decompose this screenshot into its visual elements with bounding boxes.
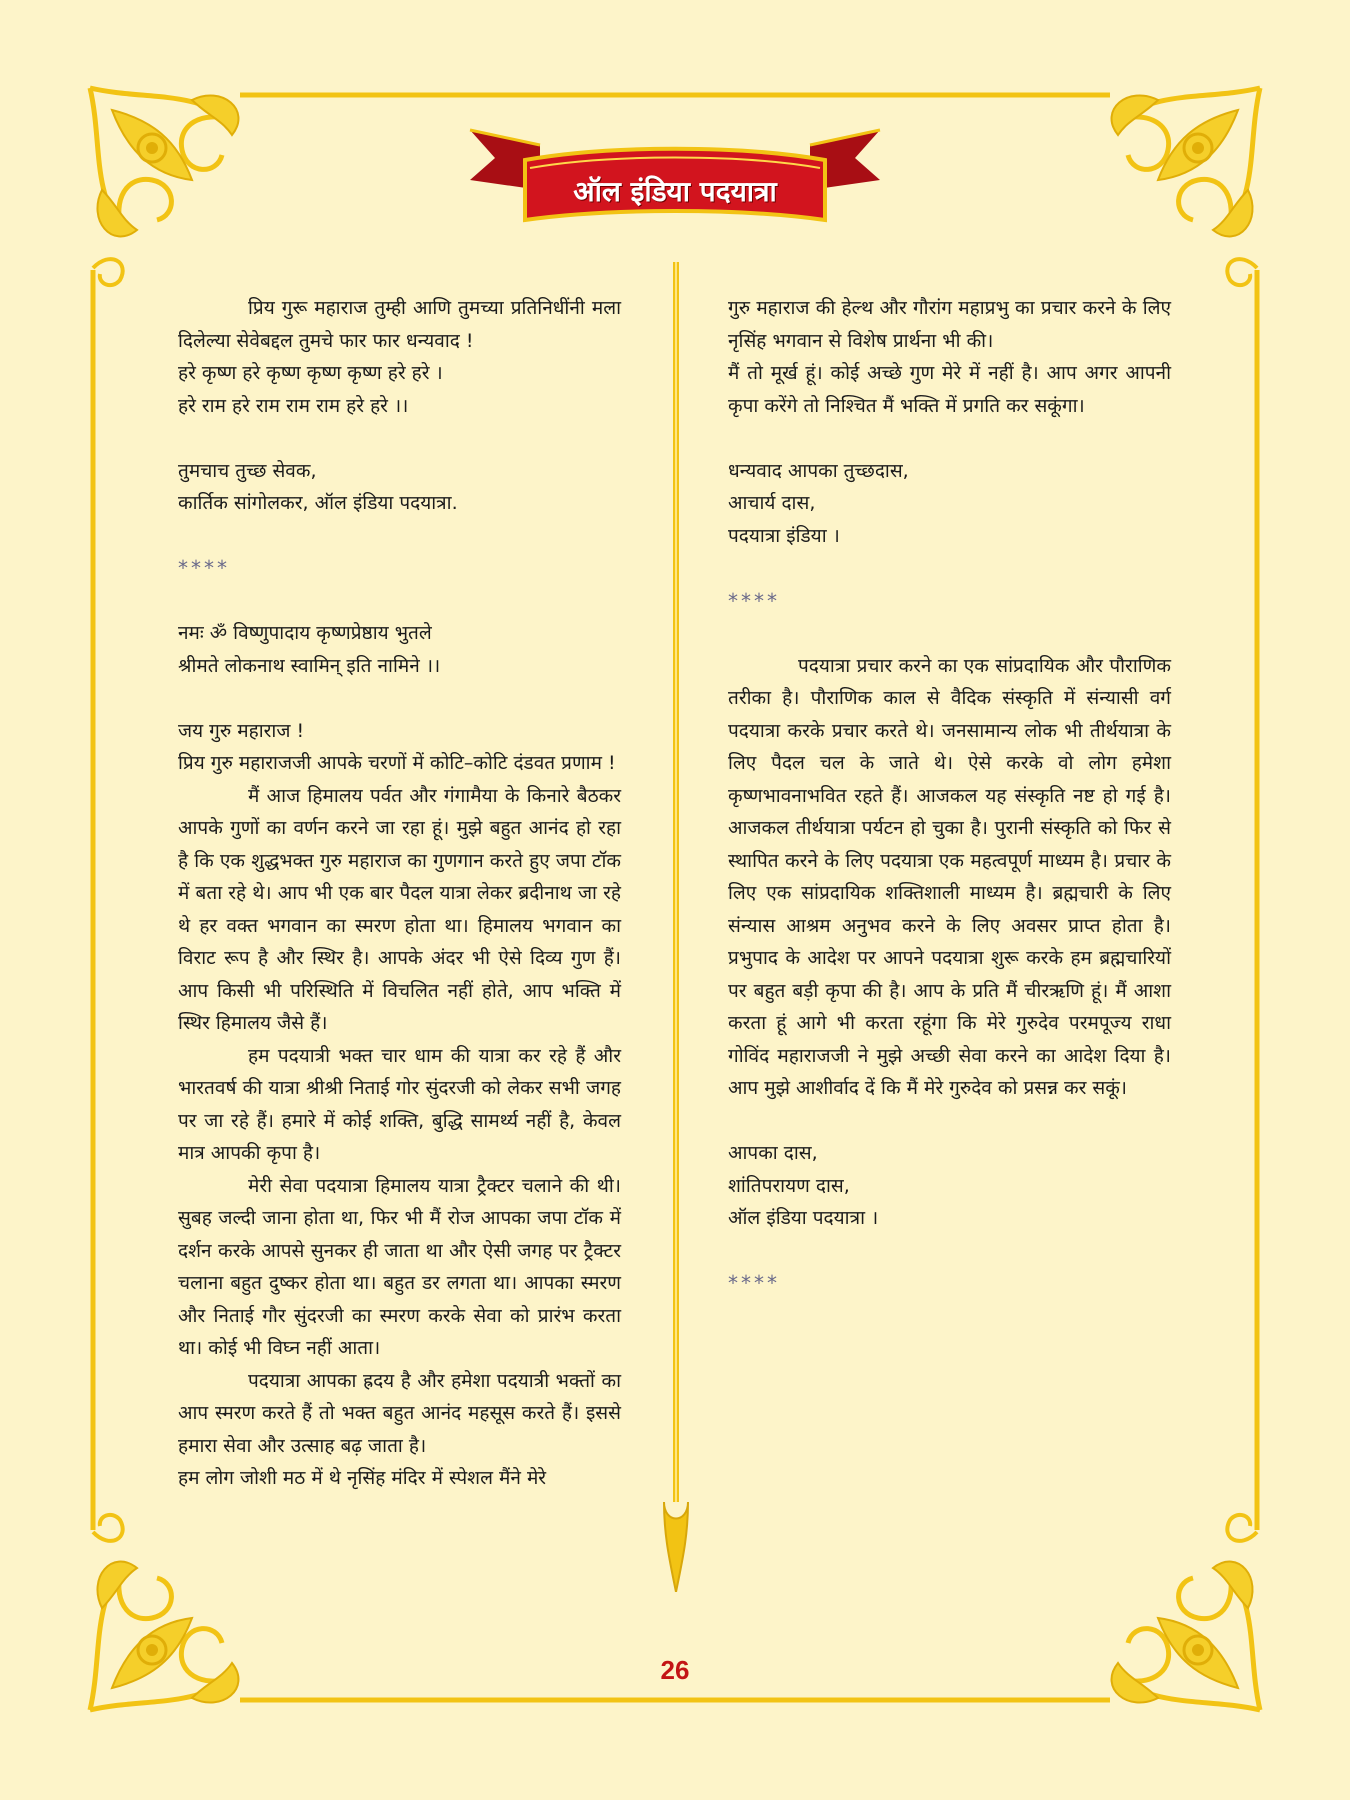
letter2-closing-2: आचार्य दास,: [728, 492, 816, 514]
letter2-continuation-1: गुरु महाराज की हेल्थ और गौरांग महाप्रभु का प्रचार करने के लिए नृसिंह भगवान से विशेष प्रार्थना भी की।: [728, 297, 1171, 352]
pranam-line-2: श्रीमते लोकनाथ स्वामिन् इति नामिने ।।: [178, 654, 441, 677]
column-divider: [662, 262, 690, 1592]
letter2-paragraph-5: हम लोग जोशी मठ में थे नृसिंह मंदिर में स्पेशल मैंने मेरे: [178, 1467, 547, 1489]
mantra-line-2: हरे राम हरे राम राम राम हरे हरे ।।: [178, 394, 409, 417]
section-separator: ****: [728, 1271, 780, 1295]
letter2-paragraph-3: मेरी सेवा पदयात्रा हिमालय यात्रा ट्रैक्टर चलाने की थी। सुबह जल्दी जाना होता था, फिर भी मैं रोज आपका जपा टॉक में दर्शन करके आपसे सुनकर ही जाता था और ऐसी जगह पर ट्रैक्टर चलाना बहुत दुष्कर होता था। बहुत डर लगता था। आपका स्मरण और निताई गौर सुंदरजी का स्मरण करके सेवा को प्रारंभ करता था। कोई भी विघ्न नहीं आता।: [178, 1174, 621, 1359]
letter2-paragraph-1: मैं आज हिमालय पर्वत और गंगामैया के किनारे बैठकर आपके गुणों का वर्णन करने जा रहा हूं। मुझे बहुत आनंद हो रहा है कि एक शुद्धभक्त गुरु महाराज का गुणगान करते हुए जपा टॉक में बता रहे थे। आप भी एक बार पैदल यात्रा लेकर ब्रदीनाथ जा रहे थे हर वक्त भगवान का स्मरण होता था। हिमालय भगवान का विराट रूप है और स्थिर है। आपके अंदर भी ऐसे दिव्य गुण हैं। आप किसी भी परिस्थिति में विचलित नहीं होते, आप भक्ति में स्थिर हिमालय जैसे हैं।: [178, 784, 621, 1034]
letter3-sign-1: आपका दास,: [728, 1142, 818, 1164]
left-column: [178, 292, 621, 1495]
mantra-line-1: हरे कृष्ण हरे कृष्ण कृष्ण कृष्ण हरे हरे ।: [178, 362, 443, 384]
letter3-sign-3: ऑल इंडिया पदयात्रा ।: [728, 1207, 879, 1229]
pranam-line-1: नमः ॐ विष्णुपादाय कृष्णप्रेष्ठाय भुतले: [178, 622, 432, 644]
section-separator: ****: [178, 556, 230, 580]
letter2-greeting: जय गुरु महाराज !: [178, 719, 305, 742]
letter2-closing-3: पदयात्रा इंडिया ।: [728, 524, 840, 547]
letter2-salutation: प्रिय गुरु महाराजजी आपके चरणों में कोटि–कोटि दंडवत प्रणाम !: [178, 752, 616, 774]
letter1-signature: कार्तिक सांगोलकर, ऑल इंडिया पदयात्रा.: [178, 492, 458, 514]
letter2-continuation-2: मैं तो मूर्ख हूं। कोई अच्छे गुण मेरे में नहीं है। आप अगर आपनी कृपा करेंगे तो निश्चित मैं भक्ति में प्रगति कर सकूंगा।: [728, 362, 1171, 417]
page-number: 26: [660, 1655, 690, 1685]
letter1-body: प्रिय गुरू महाराज तुम्ही आणि तुमच्या प्रतिनिधींनी मला दिलेल्या सेवेबद्दल तुमचे फार फार धन्यवाद !: [178, 297, 621, 352]
right-column: [728, 292, 1171, 1300]
letter2-closing-1: धन्यवाद आपका तुच्छदास,: [728, 459, 909, 482]
section-separator: ****: [728, 588, 780, 613]
letter3-body: पदयात्रा प्रचार करने का एक सांप्रदायिक और पौराणिक तरीका है। पौराणिक काल से वैदिक संस्कृति में संन्यासी वर्ग पदयात्रा करके प्रचार करते थे। जनसामान्य लोक भी तीर्थयात्रा के लिए पैदल चल के जाते थे। ऐसे करके वो लोग हमेशा कृष्णभावनाभवित रहते हैं। आजकल यह संस्कृति नष्ट हो गई है। आजकल तीर्थयात्रा पर्यटन हो चुका है। पुरानी संस्कृति को फिर से स्थापित करने के लिए पदयात्रा एक महत्वपूर्ण माध्यम है। प्रचार के लिए एक सांप्रदायिक शक्तिशाली माध्यम है। ब्रह्मचारी के लिए संन्यास आश्रम अनुभव करने के लिए अवसर प्राप्त होता है। प्रभुपाद के आदेश पर आपने पदयात्रा शुरू करके हम ब्रह्मचारियों पर बहुत बड़ी कृपा की है। आप के प्रति मैं चीरऋणि हूं। मैं आशा करता हूं आगे भी करता रहूंगा कि मेरे गुरुदेव परमपूज्य राधा गोविंद महाराजजी ने मुझे अच्छी सेवा करने का आदेश दिया है। आप मुझे आशीर्वाद दें कि मैं मेरे गुरुदेव को प्रसन्न कर सकूं।: [728, 654, 1171, 1099]
page-title: ऑल इंडिया पदयात्रा: [573, 175, 777, 208]
letter2-paragraph-4: पदयात्रा आपका ह्रदय है और हमेशा पदयात्री भक्तों का आप स्मरण करते हैं तो भक्त बहुत आनंद महसूस करते हैं। इससे हमारा सेवा और उत्साह बढ़ जाता है।: [178, 1369, 621, 1457]
letter1-closing: तुमचाच तुच्छ सेवक,: [178, 459, 317, 482]
letter3-sign-2: शांतिपरायण दास,: [728, 1174, 850, 1197]
letter2-paragraph-2: हम पदयात्री भक्त चार धाम की यात्रा कर रहे हैं और भारतवर्ष की यात्रा श्रीश्री निताई गोर सुंदरजी को लेकर सभी जगह पर जा रहे हैं। हमारे में कोई शक्ति, बुद्धि सामर्थ्य नहीं है, केवल मात्र आपकी कृपा है।: [178, 1044, 621, 1164]
